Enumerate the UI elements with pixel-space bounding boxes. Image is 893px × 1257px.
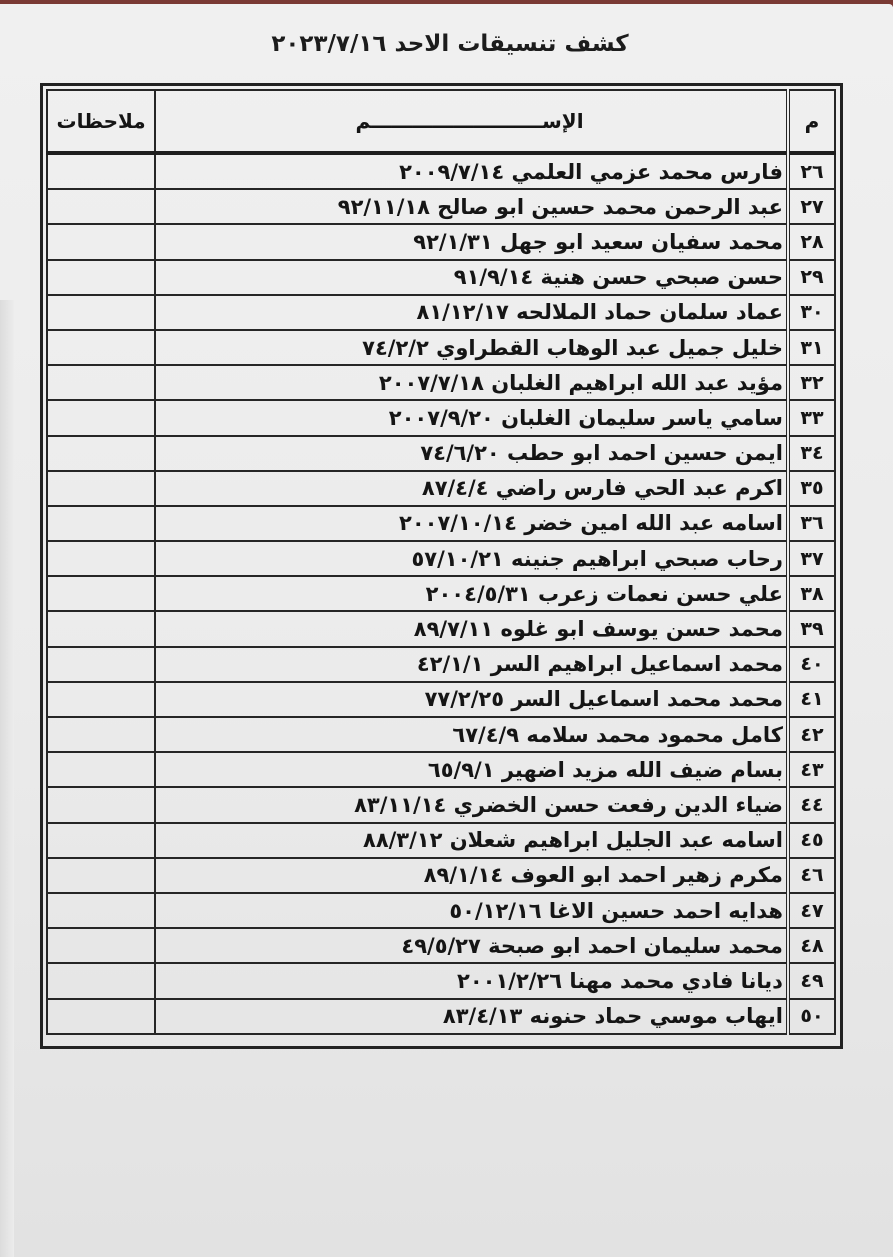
table-row [47, 787, 835, 822]
row-name: اكرم عبد الحي فارس راضي ٨٧/٤/٤ [155, 471, 788, 506]
row-notes [47, 471, 155, 506]
row-number: ٣٤ [788, 436, 835, 471]
row-notes [47, 436, 155, 471]
row-name: ايمن حسين احمد ابو حطب ٧٤/٦/٢٠ [155, 436, 788, 471]
table-row [47, 295, 835, 330]
row-notes [47, 928, 155, 963]
row-name: محمد محمد اسماعيل السر ٧٧/٢/٢٥ [155, 682, 788, 717]
table-row [47, 752, 835, 787]
row-notes [47, 717, 155, 752]
row-number: ٤٩ [788, 963, 835, 998]
row-notes [47, 611, 155, 646]
table-row [47, 400, 835, 435]
table-row [47, 611, 835, 646]
table-row [47, 260, 835, 295]
row-name: رحاب صبحي ابراهيم جنينه ٥٧/١٠/٢١ [155, 541, 788, 576]
row-number: ٤٨ [788, 928, 835, 963]
row-number: ٢٦ [788, 153, 835, 189]
row-name: اسامه عبد الله امين خضر ٢٠٠٧/١٠/١٤ [155, 506, 788, 541]
row-notes [47, 224, 155, 259]
table-row [47, 928, 835, 963]
row-number: ٣٢ [788, 365, 835, 400]
row-name: ضياء الدين رفعت حسن الخضري ٨٣/١١/١٤ [155, 787, 788, 822]
row-name: هدايه احمد حسين الاغا ٥٠/١٢/١٦ [155, 893, 788, 928]
row-name: عبد الرحمن محمد حسين ابو صالح ٩٢/١١/١٨ [155, 189, 788, 224]
row-number: ٣٧ [788, 541, 835, 576]
row-number: ٤٣ [788, 752, 835, 787]
row-name: حسن صبحي حسن هنية ٩١/٩/١٤ [155, 260, 788, 295]
table-row [47, 224, 835, 259]
header-row [47, 90, 835, 153]
row-name: فارس محمد عزمي العلمي ٢٠٠٩/٧/١٤ [155, 153, 788, 189]
row-notes [47, 647, 155, 682]
table-row [47, 963, 835, 998]
row-number: ٤٤ [788, 787, 835, 822]
header-number: م [788, 90, 835, 153]
table-row [47, 823, 835, 858]
row-name: علي حسن نعمات زعرب ٢٠٠٤/٥/٣١ [155, 576, 788, 611]
row-name: ديانا فادي محمد مهنا ٢٠٠١/٢/٢٦ [155, 963, 788, 998]
table-row [47, 330, 835, 365]
row-number: ٤٢ [788, 717, 835, 752]
table-row [47, 153, 835, 189]
row-notes [47, 858, 155, 893]
table-row [47, 471, 835, 506]
row-notes [47, 576, 155, 611]
row-number: ٤٦ [788, 858, 835, 893]
table-row [47, 893, 835, 928]
paper-margin-shadow [0, 300, 14, 1257]
row-notes [47, 682, 155, 717]
row-number: ٣٥ [788, 471, 835, 506]
row-name: بسام ضيف الله مزيد اضهير ٦٥/٩/١ [155, 752, 788, 787]
table-row [47, 365, 835, 400]
header-notes: ملاحظات [47, 90, 155, 153]
row-notes [47, 541, 155, 576]
row-number: ٢٧ [788, 189, 835, 224]
row-notes [47, 153, 155, 189]
table-row [47, 541, 835, 576]
table-row [47, 436, 835, 471]
row-number: ٢٩ [788, 260, 835, 295]
row-number: ٤١ [788, 682, 835, 717]
table-row [47, 999, 835, 1034]
row-name: مكرم زهير احمد ابو العوف ٨٩/١/١٤ [155, 858, 788, 893]
roster-table-body [47, 153, 835, 1034]
header-name: الإســـــــــــــــــــــــــم [155, 90, 788, 153]
row-name: ايهاب موسي حماد حنونه ٨٣/٤/١٣ [155, 999, 788, 1034]
row-number: ٢٨ [788, 224, 835, 259]
row-notes [47, 963, 155, 998]
row-number: ٣٦ [788, 506, 835, 541]
row-name: عماد سلمان حماد الملالحه ٨١/١٢/١٧ [155, 295, 788, 330]
table-row [47, 858, 835, 893]
row-notes [47, 400, 155, 435]
row-name: محمد سليمان احمد ابو صبحة ٤٩/٥/٢٧ [155, 928, 788, 963]
table-row [47, 682, 835, 717]
table-row [47, 506, 835, 541]
row-notes [47, 893, 155, 928]
row-notes [47, 787, 155, 822]
row-number: ٣٠ [788, 295, 835, 330]
row-notes [47, 365, 155, 400]
row-number: ٤٠ [788, 647, 835, 682]
row-number: ٥٠ [788, 999, 835, 1034]
row-number: ٤٧ [788, 893, 835, 928]
row-name: محمد سفيان سعيد ابو جهل ٩٢/١/٣١ [155, 224, 788, 259]
row-notes [47, 752, 155, 787]
roster-table-header [47, 90, 835, 153]
row-name: كامل محمود محمد سلامه ٦٧/٤/٩ [155, 717, 788, 752]
row-notes [47, 330, 155, 365]
table-row [47, 189, 835, 224]
row-notes [47, 295, 155, 330]
row-number: ٤٥ [788, 823, 835, 858]
row-name: محمد حسن يوسف ابو غلوه ٨٩/٧/١١ [155, 611, 788, 646]
row-notes [47, 260, 155, 295]
table-row [47, 576, 835, 611]
row-name: سامي ياسر سليمان الغلبان ٢٠٠٧/٩/٢٠ [155, 400, 788, 435]
row-notes [47, 189, 155, 224]
row-name: اسامه عبد الجليل ابراهيم شعلان ٨٨/٣/١٢ [155, 823, 788, 858]
table-row [47, 647, 835, 682]
row-name: خليل جميل عبد الوهاب القطراوي ٧٤/٢/٢ [155, 330, 788, 365]
row-number: ٣٩ [788, 611, 835, 646]
roster-table [46, 89, 836, 1035]
row-notes [47, 506, 155, 541]
row-number: ٣٣ [788, 400, 835, 435]
table-row [47, 717, 835, 752]
row-name: محمد اسماعيل ابراهيم السر ٤٢/١/١ [155, 647, 788, 682]
row-name: مؤيد عبد الله ابراهيم الغلبان ٢٠٠٧/٧/١٨ [155, 365, 788, 400]
row-notes [47, 823, 155, 858]
row-number: ٣٨ [788, 576, 835, 611]
row-notes [47, 999, 155, 1034]
row-number: ٣١ [788, 330, 835, 365]
document-title: كشف تنسيقات الاحد ٢٠٢٣/٧/١٦ [271, 31, 629, 57]
